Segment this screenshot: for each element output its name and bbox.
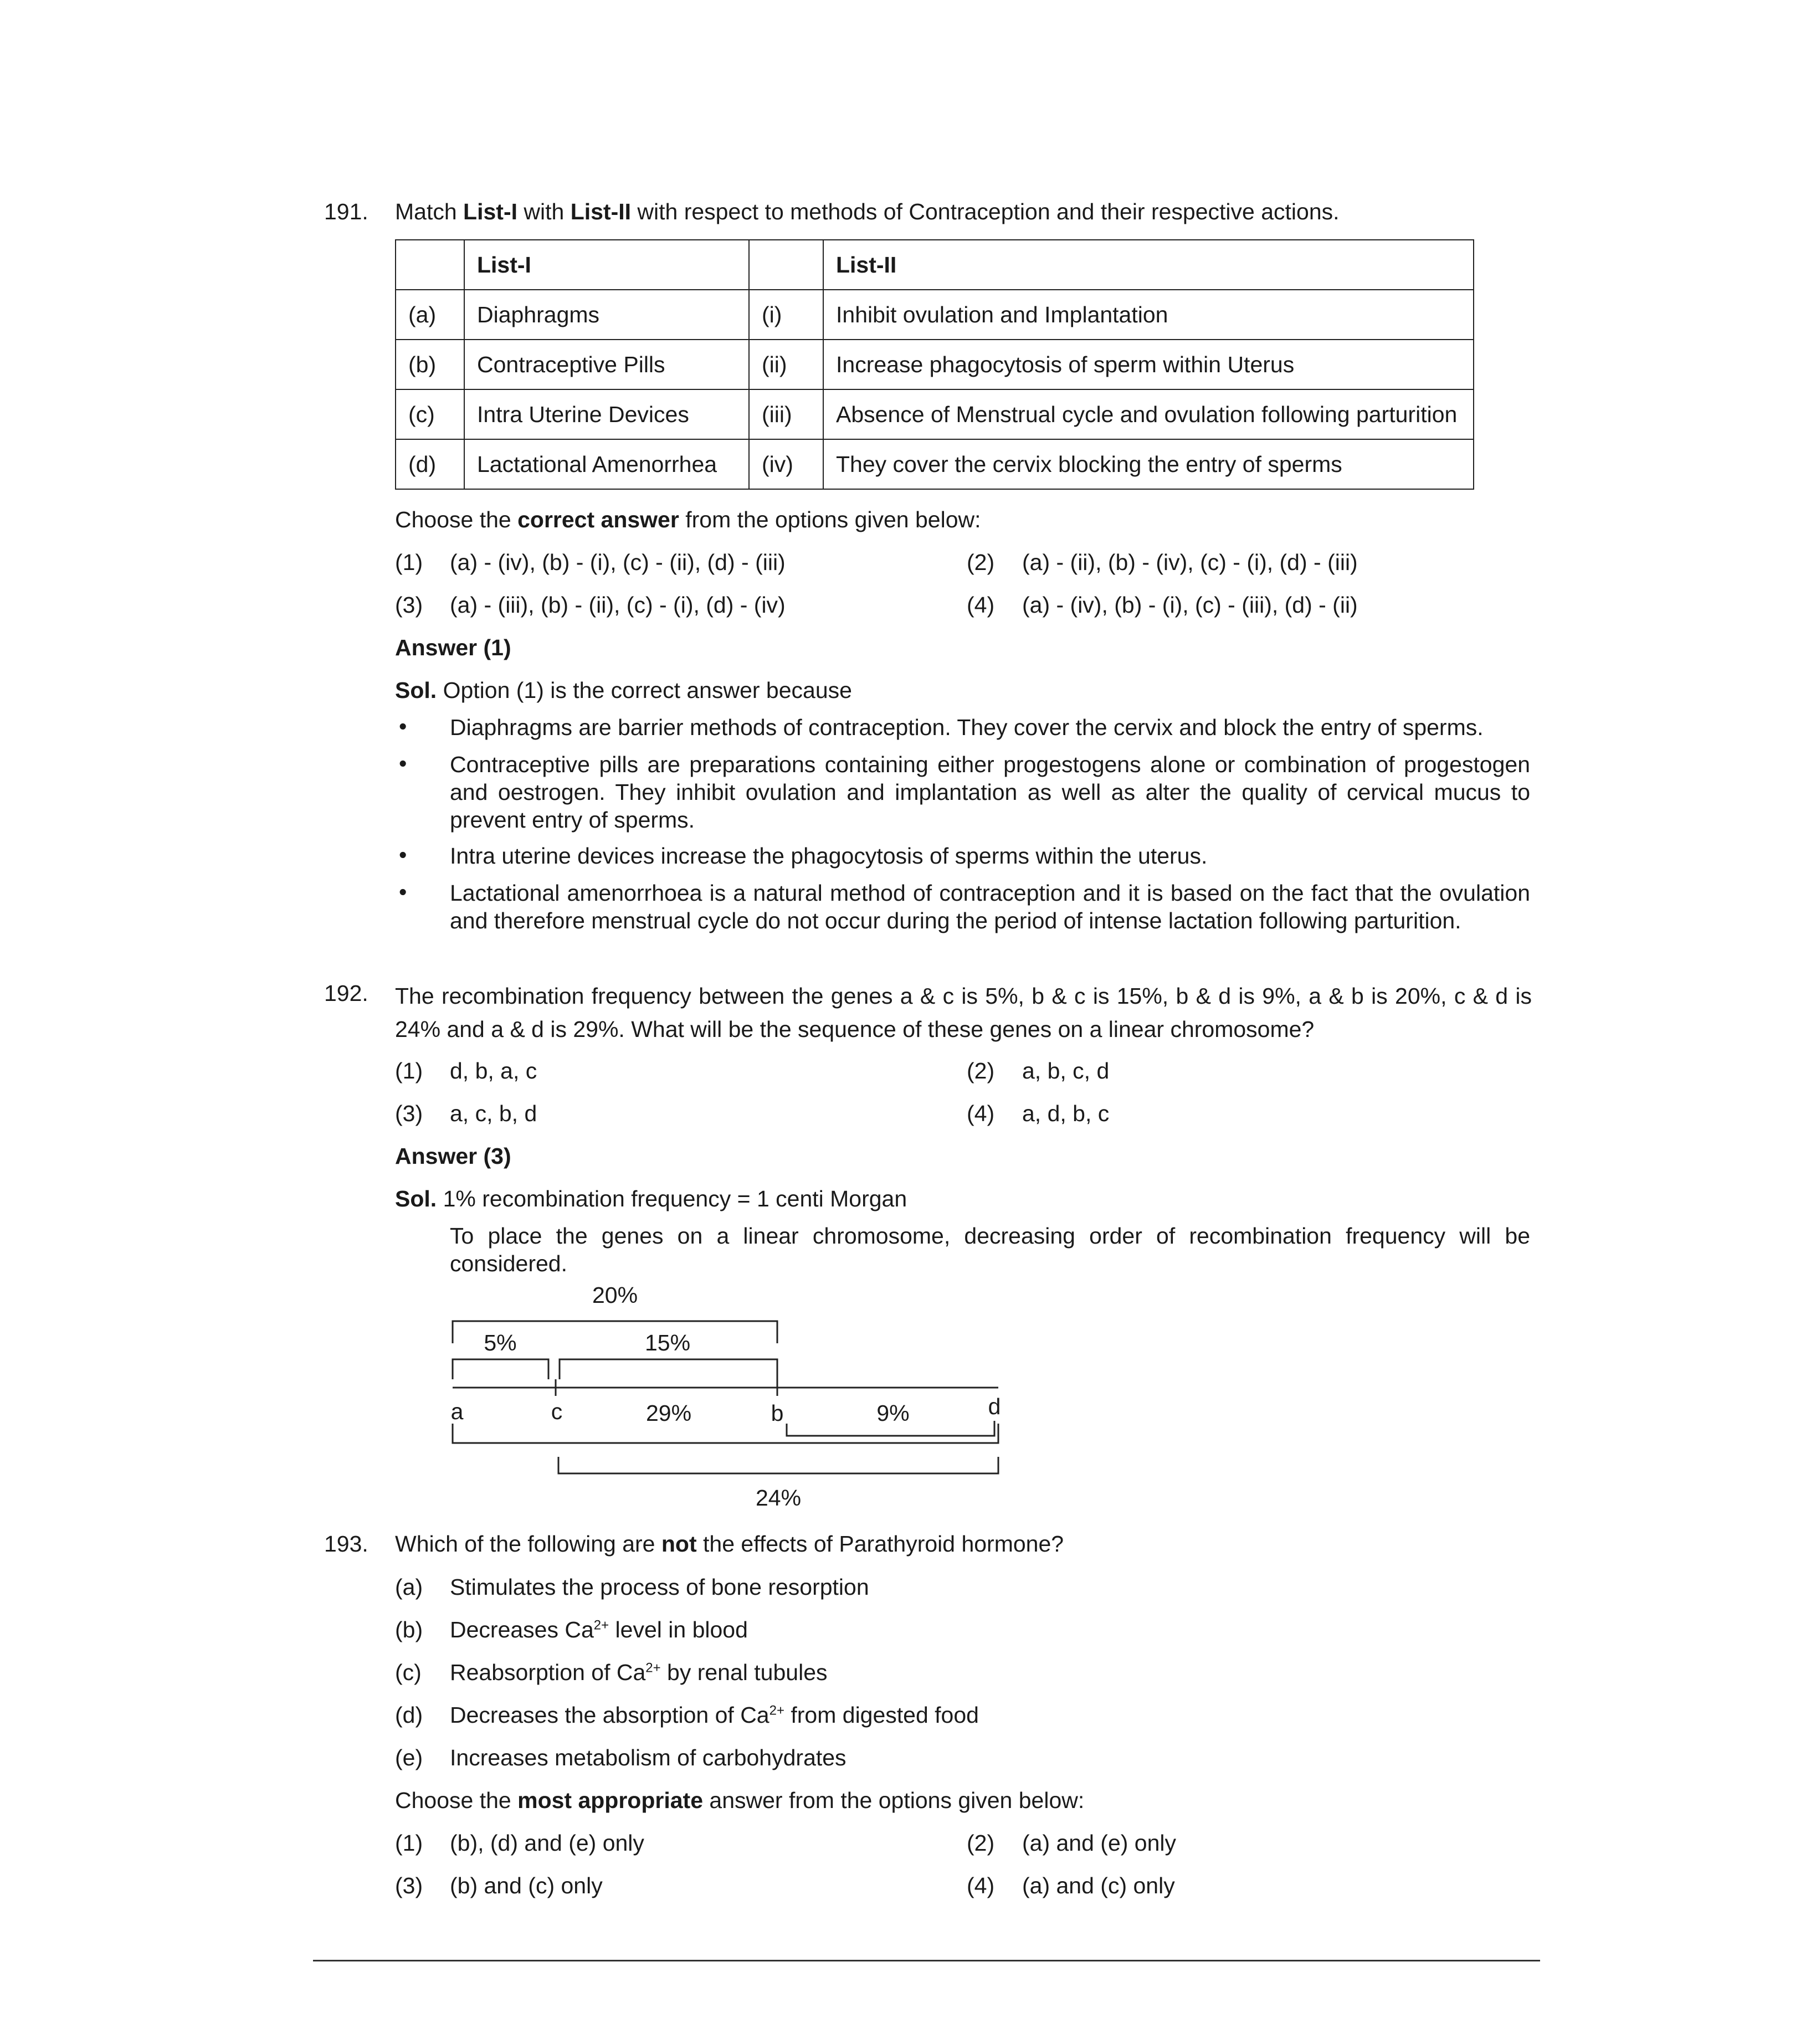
item-text-part: level in blood [609,1617,748,1642]
stem-bold: not [661,1531,697,1557]
solution-text: Option (1) is the correct answer because [443,677,852,703]
solution-paragraph: To place the genes on a linear chromosome, decreasing order of recombination frequency will be considered. [450,1223,1530,1276]
option-text: a, b, c, d [1022,1058,1110,1083]
question-number: 193. [324,1531,368,1557]
item-key: (d) [395,1702,423,1728]
stem-bold: List-II [570,199,632,224]
label-5-percent: 5% [484,1330,517,1355]
item-text [450,1744,846,1771]
option-number: (1) [395,1830,423,1856]
label-24-percent: 24% [755,1485,802,1511]
option-number: (2) [967,549,995,575]
table-header-list2: List-II [823,240,1474,290]
gene-map-diagram [432,1274,1019,1518]
solution-line [395,676,852,704]
item-text [450,1658,828,1686]
table-cell: Inhibit ovulation and Implantation [823,290,1474,340]
table-cell: (d) [396,439,464,489]
stem-text: the effects of Parathyroid hormone? [696,1531,1064,1557]
table-cell: Intra Uterine Devices [464,389,749,439]
table-row [396,439,1474,489]
table-cell [396,240,464,290]
item-text [450,1573,869,1601]
option-text: (a) and (e) only [1022,1830,1177,1856]
instruction-bold: correct answer [517,507,679,532]
solution-label: Sol. [395,677,437,703]
instruction-bold: most appropriate [517,1788,703,1813]
table-cell: Diaphragms [464,290,749,340]
item-superscript: 2+ [645,1660,661,1676]
bullet-text: Contraceptive pills are preparations containing either progestogens alone or combination of progestogen and oestrogen. They inhibit ovulation and implantation as well as alter the quality of cervical mucus to prevent entry of sperms. [450,752,1530,833]
option-number: (3) [395,592,423,618]
option-text: a, d, b, c [1022,1101,1110,1126]
item-text-part: Decreases Ca [450,1617,594,1642]
option-text: (b), (d) and (e) only [450,1830,644,1856]
option-text: (a) - (ii), (b) - (iv), (c) - (i), (d) - (iii) [1022,549,1358,575]
item-key: (a) [395,1574,423,1600]
bullet-dot: • [399,879,407,905]
item-text-part: from digested food [784,1702,979,1728]
table-header-row [396,240,1474,290]
option-number: (2) [967,1830,995,1856]
stem-text: with respect to methods of Contraception and their respective actions. [631,199,1340,224]
table-cell: (iv) [749,439,823,489]
item-key: (e) [395,1745,423,1770]
bullet-dot: • [399,713,407,739]
gene-label-c: c [551,1399,563,1424]
option-text: (b) and (c) only [450,1873,603,1898]
item-text [450,1616,748,1644]
item-superscript: 2+ [769,1703,784,1718]
table-cell: (ii) [749,340,823,389]
item-text-part: by renal tubules [660,1660,828,1685]
option-number: (3) [395,1873,423,1898]
option-number: (4) [967,1873,995,1898]
bullet-text: Intra uterine devices increase the phagocytosis of sperms within the uterus. [450,843,1208,869]
item-key: (b) [395,1617,423,1642]
gene-label-d: d [988,1394,1001,1419]
option-text: (a) - (iv), (b) - (i), (c) - (ii), (d) - (iii) [450,549,786,575]
item-text-part: Decreases the absorption of Ca [450,1702,769,1728]
label-9-percent: 9% [876,1400,910,1426]
table-cell: Absence of Menstrual cycle and ovulation following parturition [823,389,1474,439]
choose-instruction [395,506,981,533]
table-cell: Contraceptive Pills [464,340,749,389]
instruction-text: Choose the [395,507,518,532]
bracket-24 [558,1457,998,1473]
option-text: (a) - (iii), (b) - (ii), (c) - (i), (d) - (iv) [450,592,786,618]
table-cell [749,240,823,290]
option-text: d, b, a, c [450,1058,537,1083]
option-number: (4) [967,592,995,618]
table-cell: Increase phagocytosis of sperm within Uterus [823,340,1474,389]
item-key: (c) [395,1660,422,1685]
table-cell: (b) [396,340,464,389]
item-text-part: Reabsorption of Ca [450,1660,646,1685]
bracket-15 [560,1359,777,1379]
answer-label: Answer (3) [395,1143,511,1169]
solution-text: 1% recombination frequency = 1 centi Morgan [443,1186,907,1211]
bullet-dot: • [399,842,407,867]
table-cell: (iii) [749,389,823,439]
choose-instruction [395,1786,1084,1814]
option-number: (1) [395,549,423,575]
table-cell: Lactational Amenorrhea [464,439,749,489]
question-stem [395,1530,1064,1558]
stem-text: with [517,199,571,224]
bullet-dot: • [399,751,407,776]
question-number: 192. [324,980,368,1006]
stem-text: Which of the following are [395,1531,661,1557]
table-cell: They cover the cervix blocking the entry of sperms [823,439,1474,489]
label-20-percent: 20% [592,1282,638,1308]
table-cell: (i) [749,290,823,340]
question-number: 191. [324,199,368,224]
question-stem [395,198,1340,225]
option-number: (4) [967,1101,995,1126]
instruction-text: answer from the options given below: [703,1788,1085,1813]
table-header-list1: List-I [464,240,749,290]
table-cell: (a) [396,290,464,340]
item-text [450,1701,979,1729]
gene-label-a: a [450,1399,464,1424]
table-row [396,389,1474,439]
item-text-part: Stimulates the process of bone resorption [450,1574,869,1600]
bullet-text: Lactational amenorrhoea is a natural method of contraception and it is based on the fact that the ovulation and therefore menstrual cycle do not occur during the period of intense lactation following parturition. [450,880,1530,933]
instruction-text: Choose the [395,1788,518,1813]
question-stem: The recombination frequency between the genes a & c is 5%, b & c is 15%, b & d is 9%, a & b is 20%, c & d is 24% and a & d is 29%. What will be the sequence of these genes on a linear chromosome? [395,983,1532,1042]
instruction-text: from the options given below: [679,507,981,532]
solution-label: Sol. [395,1186,437,1211]
option-text: (a) - (iv), (b) - (i), (c) - (iii), (d) - (ii) [1022,592,1358,618]
table-cell: (c) [396,389,464,439]
stem-text: Match [395,199,464,224]
footer-rule [313,1960,1540,1961]
solution-line [395,1185,907,1213]
bracket-5 [453,1359,548,1379]
bracket-29 [453,1424,998,1443]
answer-label: Answer (1) [395,635,511,660]
table-row [396,290,1474,340]
label-15-percent: 15% [644,1330,691,1355]
table-row [396,340,1474,389]
option-number: (2) [967,1058,995,1083]
gene-label-b: b [771,1400,784,1426]
option-number: (3) [395,1101,423,1126]
item-text-part: Increases metabolism of carbohydrates [450,1745,846,1770]
item-superscript: 2+ [593,1617,609,1633]
option-text: a, c, b, d [450,1101,537,1126]
match-table [395,239,1474,490]
diagram-lines [450,1321,998,1473]
bullet-text: Diaphragms are barrier methods of contraception. They cover the cervix and block the entry of sperms. [450,715,1484,740]
stem-bold: List-I [463,199,517,224]
label-29-percent: 29% [645,1400,692,1426]
option-number: (1) [395,1058,423,1083]
option-text: (a) and (c) only [1022,1873,1175,1898]
